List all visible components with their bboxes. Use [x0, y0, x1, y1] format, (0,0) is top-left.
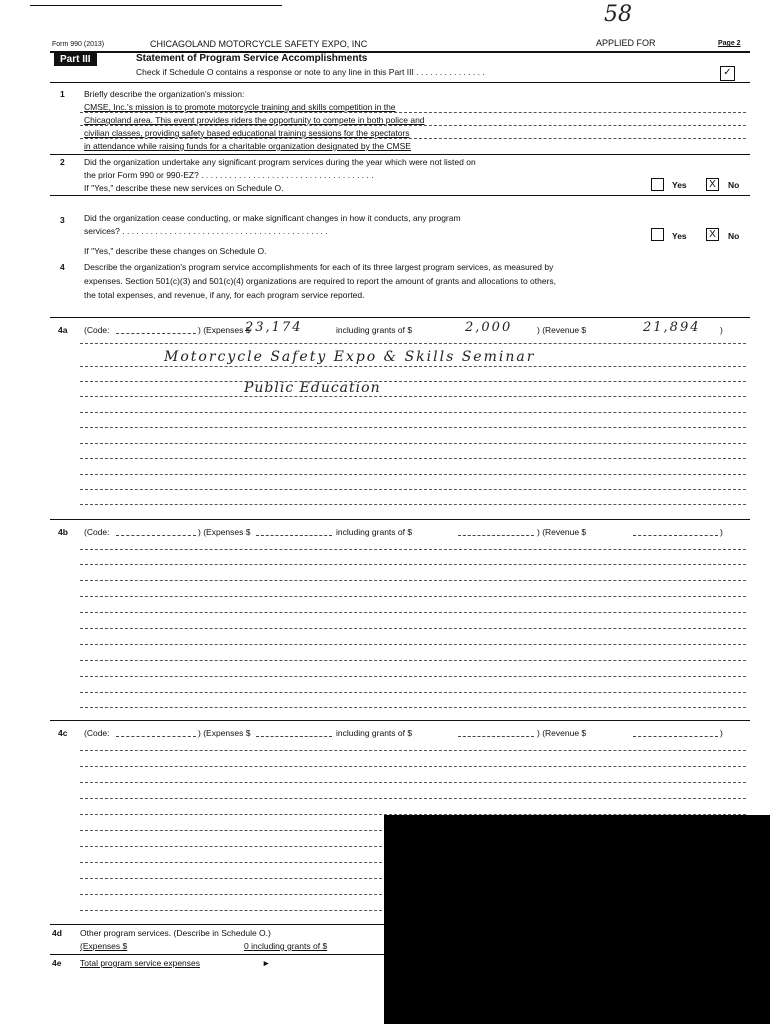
line2-text3: If "Yes," describe these new services on Schedule O.: [84, 183, 284, 193]
line4a-expenses-value[interactable]: 23,174: [245, 320, 303, 335]
line4a-expenses-label: ) (Expenses $: [198, 325, 251, 335]
line4a-grants-label: including grants of $: [336, 325, 413, 335]
desc-rule: [80, 366, 746, 367]
line4b-expenses-label: ) (Expenses $: [198, 527, 251, 537]
line4c-code-field[interactable]: [116, 727, 196, 737]
line2-num: 2: [60, 157, 65, 167]
page-label: Page 2: [718, 40, 741, 47]
line3-no-checkbox[interactable]: [706, 228, 719, 241]
desc-rule: [80, 707, 746, 708]
line4c-expenses-label: ) (Expenses $: [198, 728, 251, 738]
line4b-expenses-field[interactable]: [256, 526, 332, 536]
line4-text2: expenses. Section 501(c)(3) and 501(c)(4) organizations are required to report the amount of grants and allocations to others,: [84, 276, 557, 286]
line4a-num: 4a: [58, 325, 68, 335]
line2-rule: [50, 195, 750, 196]
desc-rule: [80, 381, 746, 382]
desc-rule: [80, 782, 746, 783]
line4a-revenue-value[interactable]: 21,894: [643, 320, 701, 335]
line4c-code-label: (Code:: [84, 728, 110, 738]
line2-no-checkbox[interactable]: [706, 178, 719, 191]
line4b-grants-field[interactable]: [458, 526, 534, 536]
mission-line-1: CMSE, Inc.'s mission is to promote motorcycle training and skills competition in the: [84, 102, 396, 112]
line2-yes-checkbox[interactable]: [651, 178, 664, 191]
x-mark-icon: X: [709, 179, 716, 190]
desc-rule: [80, 458, 746, 459]
check-mark-icon: ✓: [723, 67, 732, 78]
desc-rule: [80, 628, 746, 629]
desc-rule: [80, 489, 746, 490]
line4-rule: [50, 317, 750, 318]
desc-rule: [80, 564, 746, 565]
mission-line-3: civilian classes, providing safety based educational training sessions for the spectators: [84, 128, 410, 138]
desc-rule: [80, 612, 746, 613]
desc-rule: [80, 644, 746, 645]
line3-text2: services? . . . . . . . . . . . . . . . . . . . . . . . . . . . . . . . . . . . . . . . . . . . .: [84, 226, 328, 236]
line4a-code-field[interactable]: [116, 324, 196, 334]
line4c-revenue-label: ) (Revenue $: [537, 728, 587, 738]
line4d-text1: Other program services. (Describe in Schedule O.): [80, 928, 271, 938]
line3-yes-checkbox[interactable]: [651, 228, 664, 241]
form-label: Form 990 (2013): [52, 41, 105, 48]
arrow-right-icon: ►: [262, 958, 271, 968]
top-rule: [30, 5, 282, 6]
part-label: Part III: [54, 53, 97, 66]
line4d-num: 4d: [52, 928, 62, 938]
ein-status: APPLIED FOR: [596, 38, 656, 48]
line4b-num: 4b: [58, 527, 68, 537]
line4b-revenue-label: ) (Revenue $: [537, 527, 587, 537]
desc-rule: [80, 766, 746, 767]
line4b-revenue-field[interactable]: [633, 526, 718, 536]
mission-line-4: in attendance while raising funds for a charitable organization designated by the CMSE: [84, 141, 411, 151]
line2-no-label: No: [728, 180, 740, 190]
line4b-grants-label: including grants of $: [336, 527, 413, 537]
line4a-desc-line-2[interactable]: Public Education: [244, 380, 381, 396]
line4c-close: ): [720, 728, 723, 738]
line1-label: Briefly describe the organization's mission:: [84, 89, 245, 99]
desc-rule: [80, 596, 746, 597]
line2-text1: Did the organization undertake any significant program services during the year which were not listed on: [84, 157, 476, 167]
mission-rule: [80, 112, 746, 113]
line4b-close: ): [720, 527, 723, 537]
line4c-grants-field[interactable]: [458, 727, 534, 737]
desc-rule: [80, 396, 746, 397]
part-title: Statement of Program Service Accomplishments: [136, 53, 368, 64]
line4a-revenue-label: ) (Revenue $: [537, 325, 587, 335]
part-rule: [50, 82, 750, 83]
line3-text1: Did the organization cease conducting, or make significant changes in how it conducts, any program: [84, 213, 461, 223]
line4c-num: 4c: [58, 728, 68, 738]
org-name: CHICAGOLAND MOTORCYCLE SAFETY EXPO, INC: [150, 39, 368, 49]
mission-rule: [80, 125, 746, 126]
line4-text3: the total expenses, and revenue, if any, for each program service reported.: [84, 290, 365, 300]
desc-rule: [80, 443, 746, 444]
line3-no-label: No: [728, 231, 740, 241]
desc-rule: [80, 580, 746, 581]
desc-rule: [80, 692, 746, 693]
line2-text2: the prior Form 990 or 990-EZ? . . . . . . . . . . . . . . . . . . . . . . . . . . . . . . . . . . . . .: [84, 170, 374, 180]
schedule-o-check-text: Check if Schedule O contains a response or note to any line in this Part III . . . . . . . . . . . . . . .: [136, 67, 485, 77]
line4c-revenue-field[interactable]: [633, 727, 718, 737]
desc-rule: [80, 549, 746, 550]
line4-text1: Describe the organization's program service accomplishments for each of its three largest program services, as measured by: [84, 262, 554, 272]
handwritten-page-number: 58: [604, 2, 632, 27]
line4b-rule: [50, 720, 750, 721]
mission-rule: [80, 138, 746, 139]
schedule-o-checkbox[interactable]: [720, 66, 735, 81]
desc-rule: [80, 504, 746, 505]
redaction-block: [384, 815, 770, 1024]
desc-rule: [80, 474, 746, 475]
line4d-text3: 0 including grants of $: [244, 941, 328, 951]
line2-yes-label: Yes: [672, 180, 687, 190]
line4a-rule: [50, 519, 750, 520]
desc-rule: [80, 412, 746, 413]
line4b-code-label: (Code:: [84, 527, 110, 537]
line4d-text2: (Expenses $: [80, 941, 128, 951]
line4d-rule: [50, 954, 384, 955]
line1-num: 1: [60, 89, 65, 99]
line4c-expenses-field[interactable]: [256, 727, 332, 737]
line4e-num: 4e: [52, 958, 62, 968]
line3-num: 3: [60, 215, 65, 225]
line4a-grants-value[interactable]: 2,000: [465, 320, 513, 335]
desc-rule: [80, 427, 746, 428]
mission-line-2: Chicagoland area. This event provides riders the opportunity to compete in both police and: [84, 115, 425, 125]
line3-text3: If "Yes," describe these changes on Schedule O.: [84, 246, 267, 256]
x-mark-icon: X: [709, 229, 716, 240]
line4a-desc-line-1[interactable]: Motorcycle Safety Expo & Skills Seminar: [164, 349, 536, 365]
line4a-code-label: (Code:: [84, 325, 110, 335]
line4e-text: Total program service expenses: [80, 958, 201, 968]
line3-yes-label: Yes: [672, 231, 687, 241]
line4c-grants-label: including grants of $: [336, 728, 413, 738]
desc-rule: [80, 798, 746, 799]
desc-rule: [80, 343, 746, 344]
desc-rule: [80, 750, 746, 751]
line4a-close: ): [720, 325, 723, 335]
line4b-code-field[interactable]: [116, 526, 196, 536]
desc-rule: [80, 660, 746, 661]
line1-rule: [50, 154, 750, 155]
line4-num: 4: [60, 262, 65, 272]
desc-rule: [80, 676, 746, 677]
